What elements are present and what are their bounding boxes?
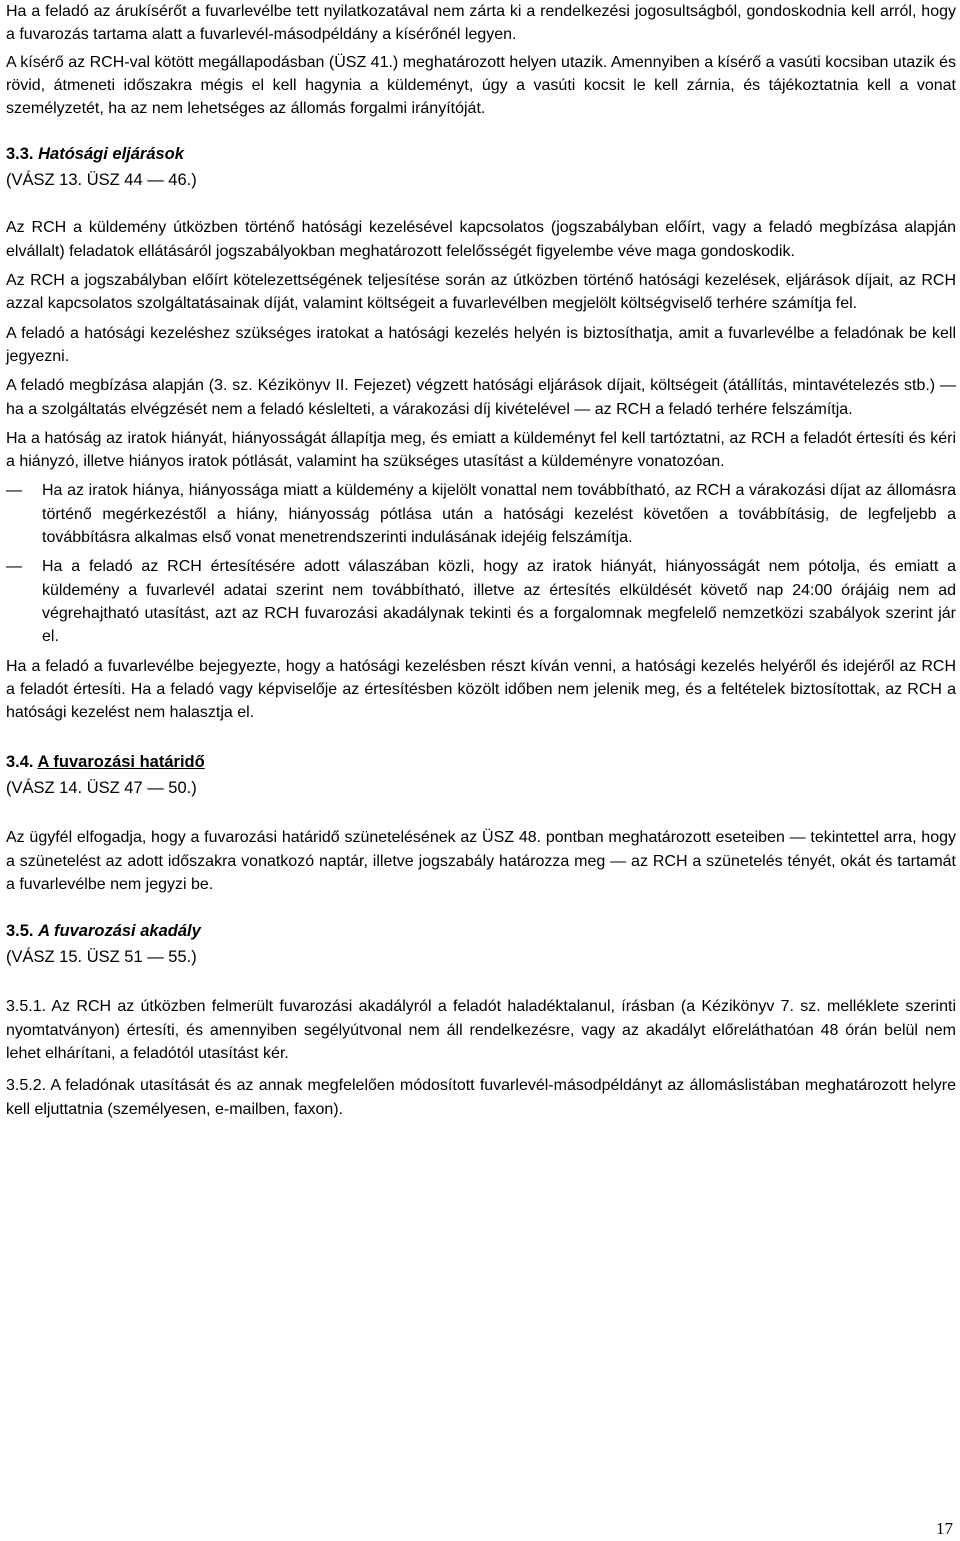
dash-bullet: — <box>6 558 22 576</box>
paragraph-escort-travel: A kísérő az RCH-val kötött megállapodásban (ÜSZ 41.) meghatározott helyen utazik. Amennyiben a kísérő a vasúti kocsiban utazik és rövid, átmeneti időszakra mégis el kell hagynia a küldeményt, úgy a vasúti kocsit le kell zárnia, és tájékoztatnia kell a vonat személyzetét, ha az nem lehetséges az állomás forgalmi irányítóját. <box>6 53 956 118</box>
paragraph: A feladó a hatósági kezeléshez szükséges iratokat a hatósági kezelés helyén is biztosíthatja, amit a fuvarlevélbe a feladónak be kell jegyezni. <box>6 324 956 365</box>
paragraph: Az RCH a jogszabályban előírt kötelezettségének teljesítése során az útközben történő hatósági kezelések, eljárások díjait, az RCH azzal kapcsolatos szolgáltatásainak díját, valamint költségeit a fuvarlevélben megjelölt költségviselő terhére számítja fel. <box>6 272 956 313</box>
paragraph: A feladó megbízása alapján (3. sz. Kézikönyv II. Fejezet) végzett hatósági eljárások díjait, költségeit (átállítás, mintavételezés stb.) — ha a szolgáltatás elvégzését nem a feladó késlelteti, a várakozási díj kivételével — az RCH a feladó terhére felszámítja. <box>6 377 956 418</box>
section-title: A fuvarozási akadály <box>38 922 201 941</box>
list-item-text: Ha az iratok hiánya, hiányossága miatt a küldemény a kijelölt vonattal nem továbbítható, az RCH a várakozási díjat az állomásra történő megérkezéstől a hiány, hiányosság pótlása után a hatósági kezelést követően a továbbításig, de legfeljebb a továbbításra alkalmas első vonat menetrendszerinti indulásának idejéig felszámítja. <box>42 482 956 547</box>
paragraph: Ha a feladó a fuvarlevélbe bejegyezte, hogy a hatósági kezelésben részt kíván venni, a hatósági kezelés helyéről és idejéről az RCH a feladót értesíti. Ha a feladó vagy képviselője az értesítésben közölt időben nem jelenik meg, és a feltételek biztosítottak, az RCH a hatósági kezelést nem halasztja el. <box>6 657 956 722</box>
paragraph: 3.5.1. Az RCH az útközben felmerült fuvarozási akadályról a feladót haladéktalanul, írásban (a Kézikönyv 7. sz. melléklete szerinti nyomtatványon) értesíti, és amennyiben segélyútvonal nem áll rendelkezésre, vagy az akadályt előreláthatóan 48 órán belül nem lehet elhárítani, a feladótól utasítást kér. <box>6 998 956 1062</box>
paragraph-escort-waybill: Ha a feladó az árukísérőt a fuvarlevélbe tett nyilatkozatával nem zárta ki a rendelkezési jogosultságból, gondoskodnia kell arról, hogy a fuvarozás tartama alatt a fuvarlevél-másodpéldány a kísérőnél legyen. <box>6 3 956 44</box>
section-number: 3.5. <box>6 922 34 941</box>
section-number: 3.3. <box>6 145 34 164</box>
paragraph: Az ügyfél elfogadja, hogy a fuvarozási határidő szünetelésének az ÜSZ 48. pontban meghatározott eseteiben — tekintettel arra, hogy a szünetelést az adott időszakra vonatkozó naptár, illetve jogszabály határozza meg — az RCH a szünetelés tényét, okát és tartamát a fuvarlevélbe nem jegyzi be. <box>6 829 956 894</box>
list-item-text: Ha a feladó az RCH értesítésére adott válaszában közli, hogy az iratok hiányát, hiányosságát nem pótolja, és emiatt a küldemény a fuvarlevél adatai szerint nem továbbítható, illetve az értesítés elküldését követő nap 24:00 órájáig nem ad végrehajtható utasítást, azt az RCH fuvarozási akadálynak tekinti és a forgalomnak megfelelő nemzetközi szabályok szerint jár el. <box>42 558 956 646</box>
dash-bullet: — <box>6 482 22 500</box>
section-reference: (VÁSZ 15. ÜSZ 51 — 55.) <box>6 948 197 967</box>
page-number: 17 <box>936 1519 953 1538</box>
list-item <box>6 479 956 549</box>
section-heading-3-3 <box>6 142 956 166</box>
section-reference: (VÁSZ 13. ÜSZ 44 — 46.) <box>6 171 197 190</box>
paragraph: 3.5.2. A feladónak utasítását és az annak megfelelően módosított fuvarlevél-másodpéldányt az állomáslistában meghatározott helyre kell eljuttatnia (személyesen, e-mailben, faxon). <box>6 1077 956 1118</box>
section-heading-3-4 <box>6 750 956 774</box>
section-heading-3-5 <box>6 919 956 943</box>
list-item <box>6 555 956 648</box>
page-content <box>6 0 956 1121</box>
paragraph: Ha a hatóság az iratok hiányát, hiányosságát állapítja meg, és emiatt a küldeményt fel kell tartóztatni, az RCH a feladót értesíti és kéri a hiányzó, illetve hiányos iratok pótlását, valamint ha szükséges utasítást a küldeményre vonatozóan. <box>6 429 956 471</box>
section-number: 3.4. <box>6 753 34 772</box>
paragraph: Az RCH a küldemény útközben történő hatósági kezelésével kapcsolatos (jogszabályban előírt, vagy a feladó megbízása alapján elvállalt) feladatok ellátásáról jogszabályokban meghatározott felelősségét figyelembe véve maga gondoskodik. <box>6 219 956 260</box>
section-title: Hatósági eljárások <box>38 145 184 164</box>
section-reference: (VÁSZ 14. ÜSZ 47 — 50.) <box>6 779 197 798</box>
section-title: A fuvarozási határidő <box>37 753 205 772</box>
